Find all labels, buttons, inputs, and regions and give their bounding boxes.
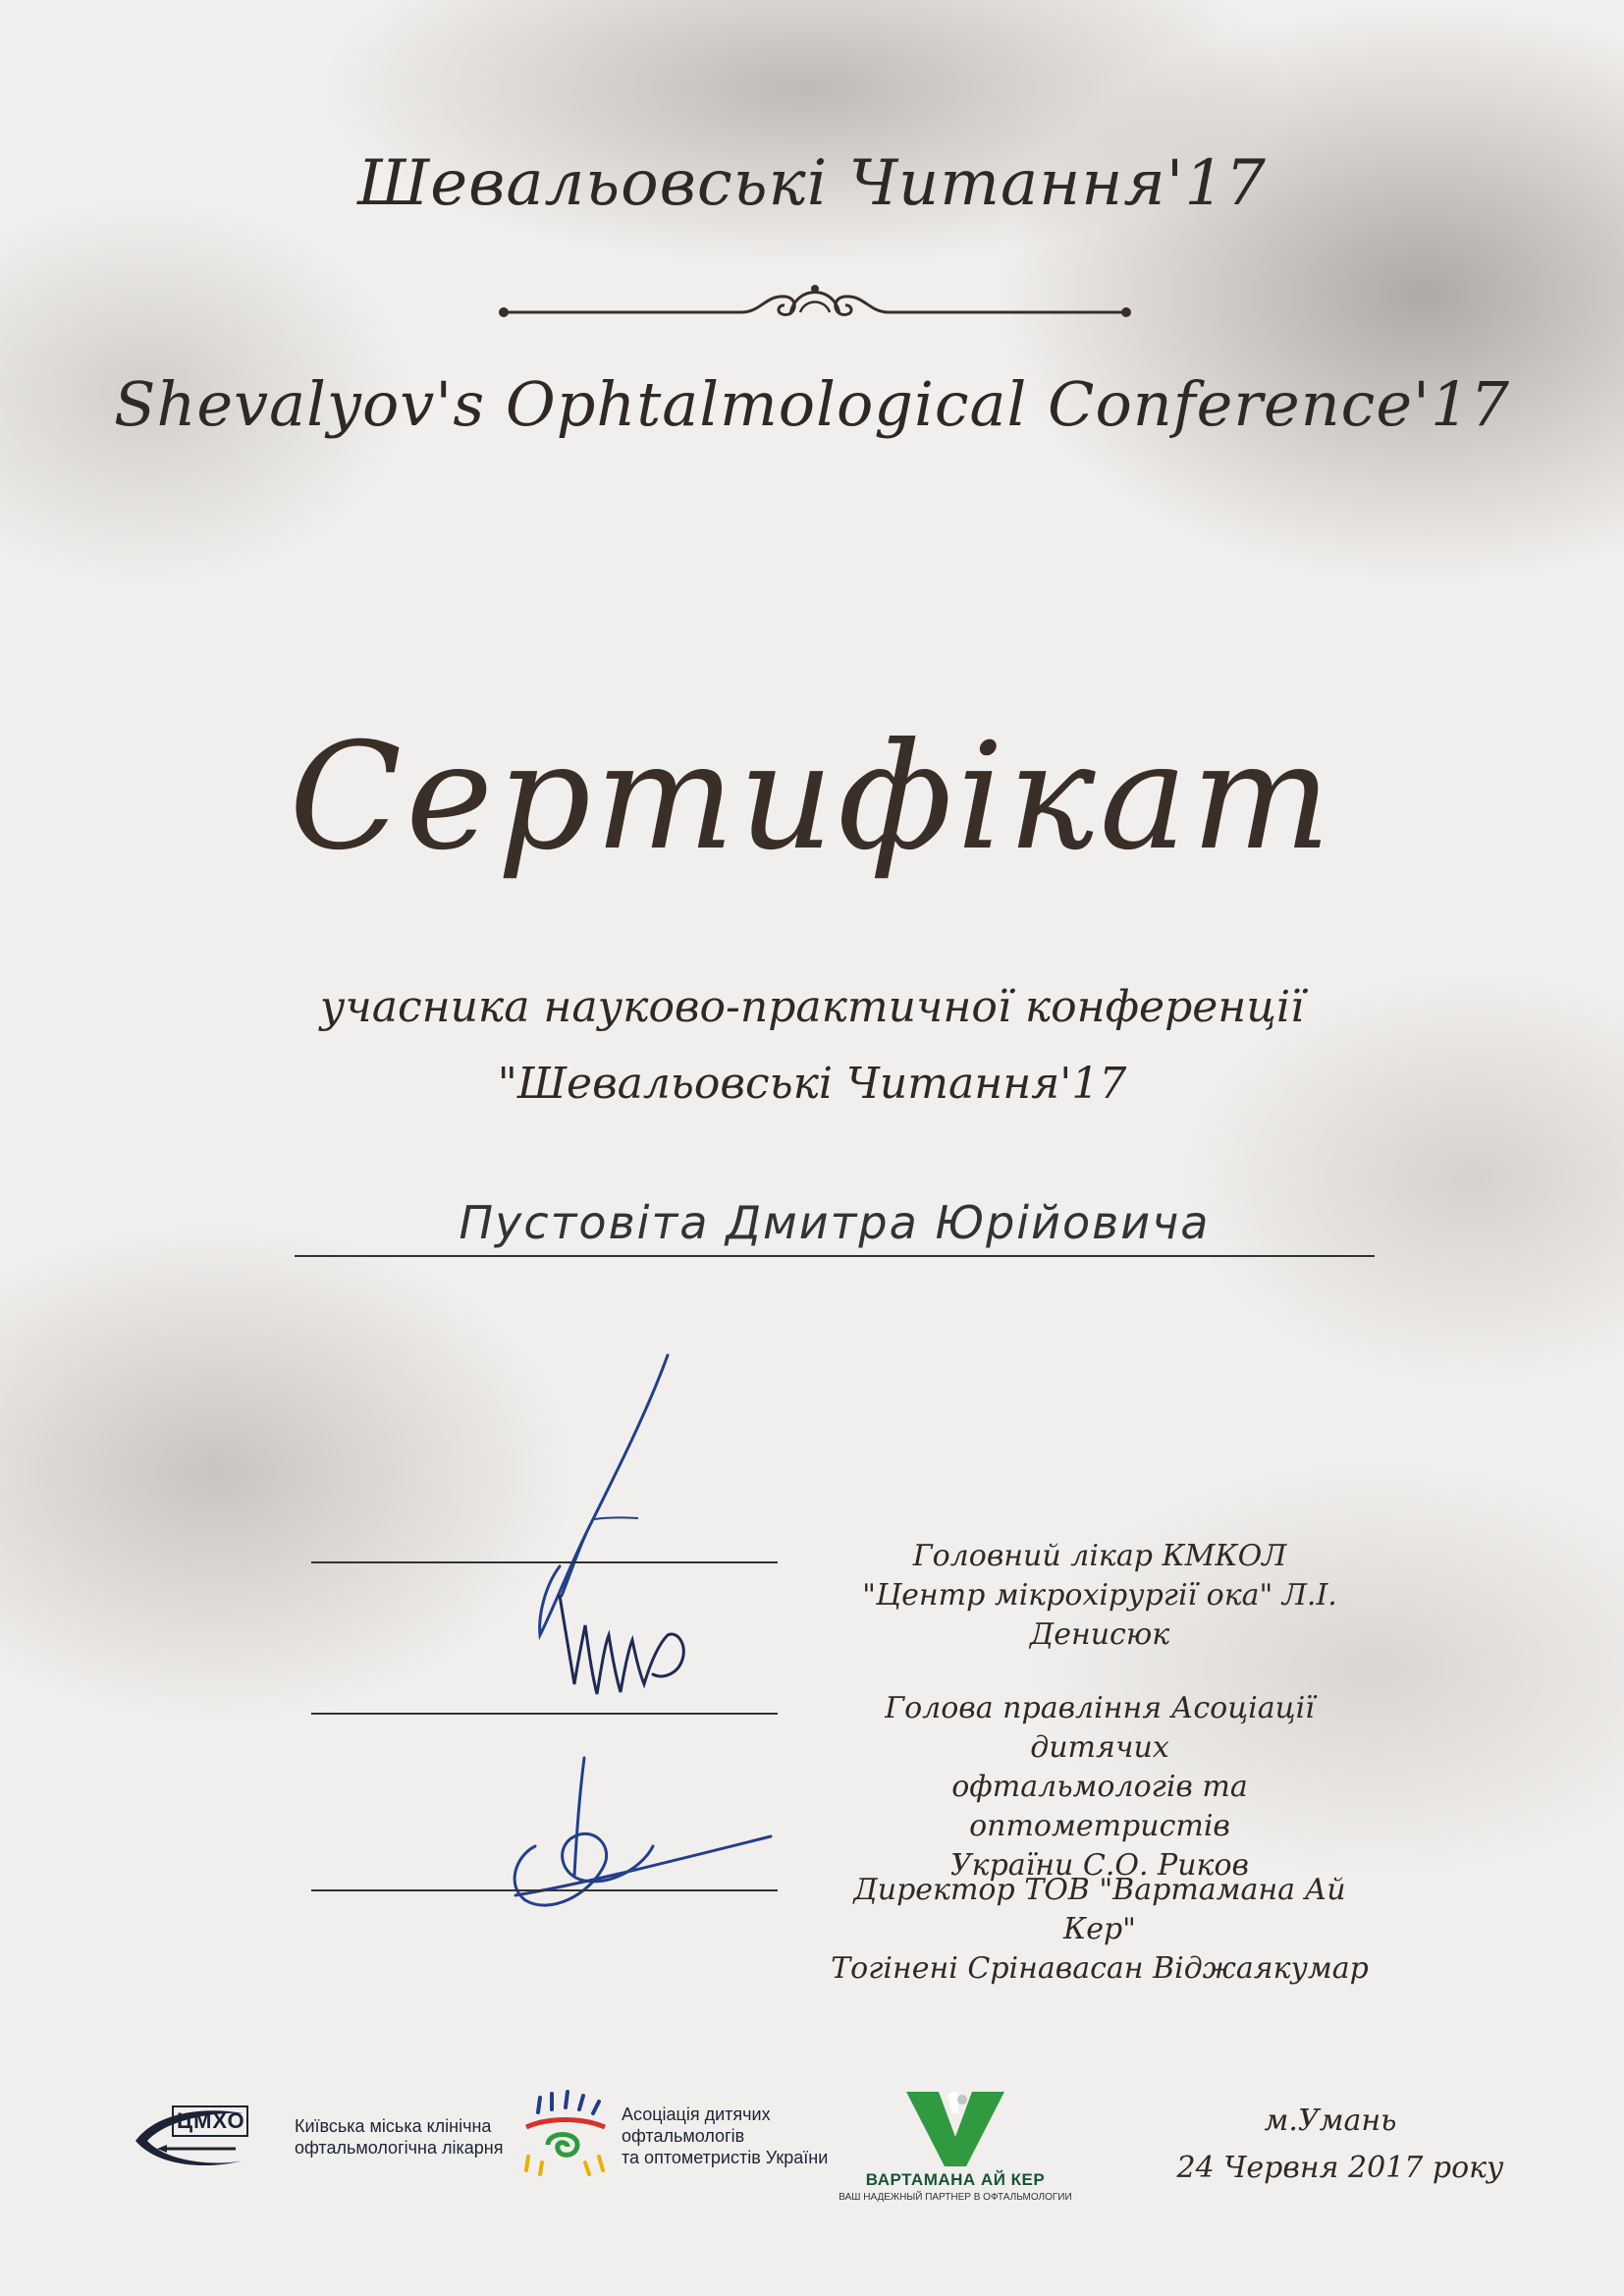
kmkol-name <box>295 2115 550 2159</box>
signer-2 <box>825 1689 1375 1886</box>
signer-1-line1: Головний лікар КМКОЛ <box>912 1539 1287 1573</box>
vartamana-logo <box>823 2090 1088 2203</box>
kmkol-logo <box>128 2102 540 2170</box>
signer-1-line2: "Центр мікрохірургії ока" Л.І. Денисюк <box>862 1578 1337 1652</box>
kmkol-name-line2: офтальмологічна лікарня <box>295 2138 504 2158</box>
signer-3-line1: Директор ТОВ "Вартамана Ай Кер" <box>853 1873 1346 1946</box>
association-logo <box>518 2088 842 2176</box>
signature-line-2 <box>311 1713 778 1715</box>
conference-title-en: Shevalyov's Ophtalmological Conference'17 <box>114 368 1510 440</box>
signature-2-icon <box>550 1586 727 1704</box>
signature-line-1 <box>311 1561 778 1563</box>
certificate-subtitle-line1: учасника науково-практичної конференції <box>319 982 1305 1032</box>
recipient-name: Пустовіта Дмитра Юрійовича <box>459 1196 1211 1249</box>
conference-title-ua: Шевальовські Читання'17 <box>357 147 1267 220</box>
association-name-line1: Асоціація дитячих <box>622 2105 771 2124</box>
certificate-title: Сертифікат <box>289 712 1335 883</box>
kmkol-abbreviation: ЦМХО <box>177 2108 245 2133</box>
vartamana-tagline: ВАШ НАДЕЖНЫЙ ПАРТНЕР В ОФТАЛЬМОЛОГИИ <box>839 2192 1072 2203</box>
association-eye-icon <box>518 2088 612 2176</box>
certificate-subtitle-line2: "Шевальовські Читання'17 <box>497 1059 1127 1109</box>
issue-date: 24 Червня 2017 року <box>1176 2151 1504 2185</box>
signer-3-line2: Тогінені Срінавасан Віджаякумар <box>831 1951 1369 1986</box>
recipient-underline <box>295 1255 1375 1257</box>
place: м.Умань <box>1264 2104 1397 2138</box>
signer-1 <box>825 1537 1375 1655</box>
signer-2-line1: Голова правління Асоціації дитячих <box>885 1691 1315 1765</box>
flourish-ornament-icon <box>496 275 1134 334</box>
signer-2-line3: України С.О. Риков <box>950 1848 1249 1883</box>
association-name-line3: та оптометристів України <box>622 2148 829 2167</box>
association-name <box>622 2104 847 2168</box>
signature-line-3 <box>311 1889 778 1891</box>
vartamana-v-icon <box>901 2090 1009 2168</box>
kmkol-name-line1: Київська міська клінічна <box>295 2116 492 2136</box>
association-name-line2: офтальмологів <box>622 2126 745 2146</box>
vartamana-name: ВАРТАМАНА АЙ КЕР <box>865 2170 1046 2189</box>
signer-2-line2: офтальмологів та оптометристів <box>951 1770 1248 1843</box>
signer-3 <box>825 1871 1375 1989</box>
